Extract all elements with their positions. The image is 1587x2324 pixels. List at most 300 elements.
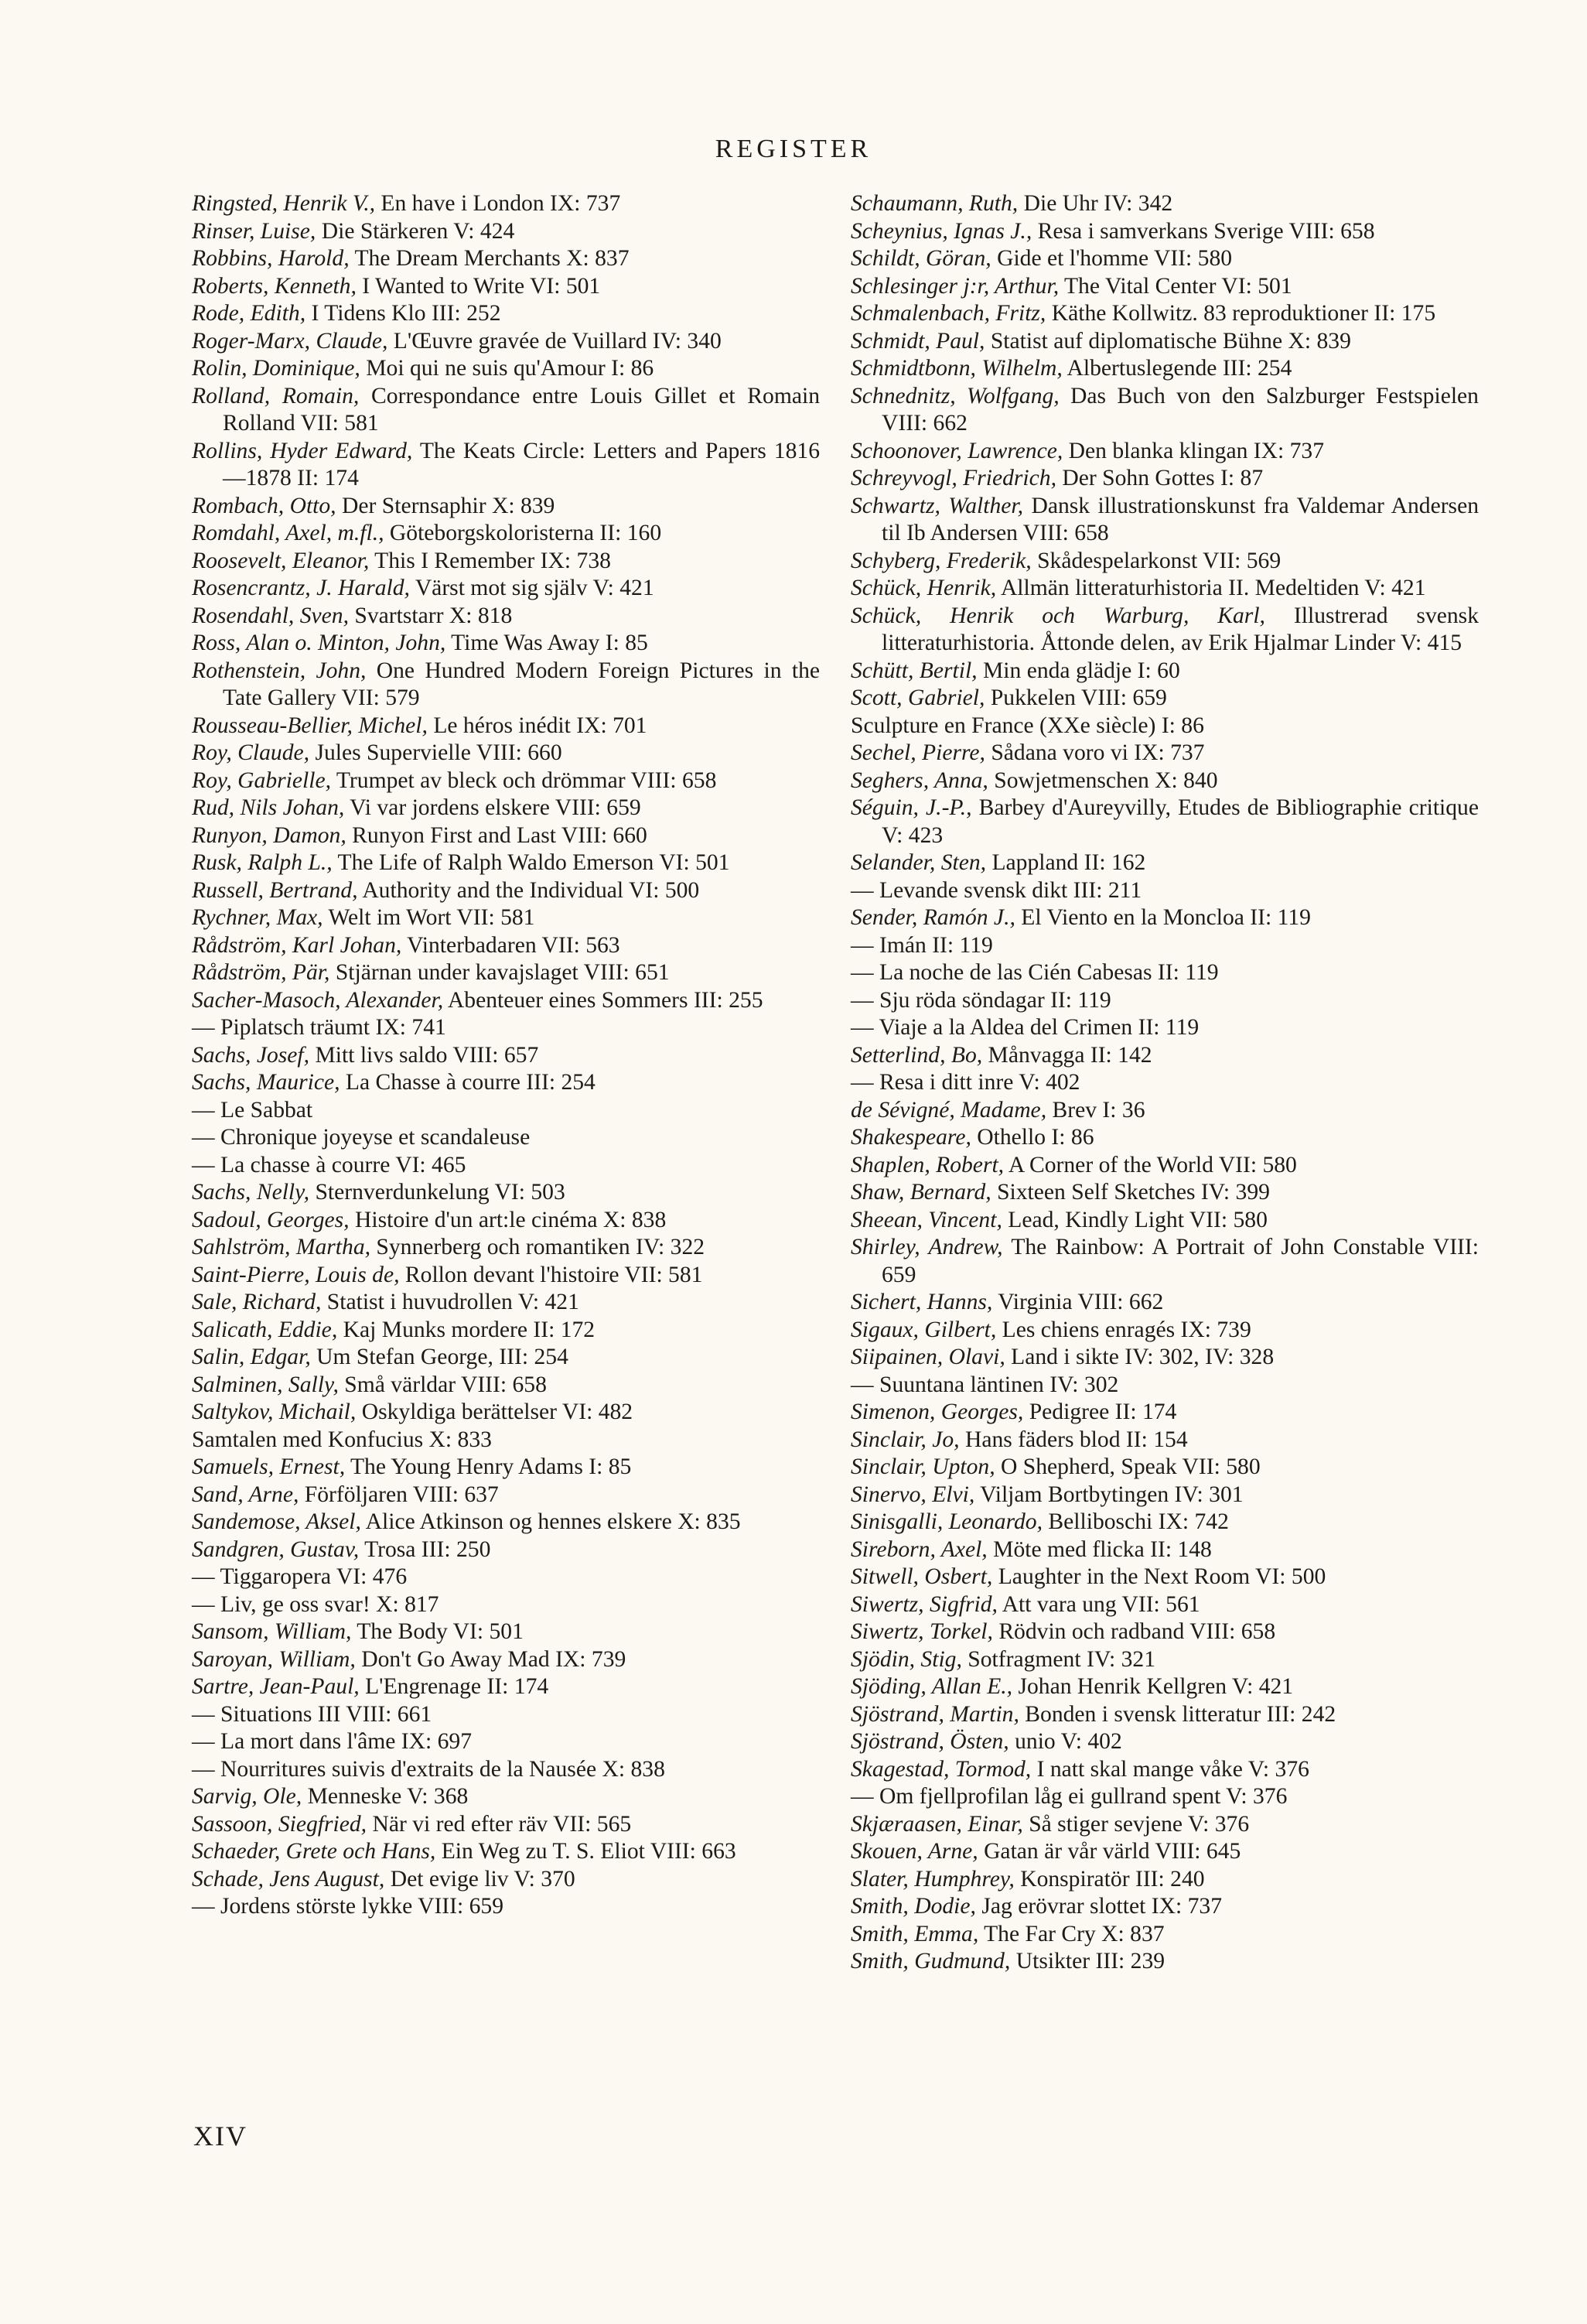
entry-author: Schmidtbonn, Wilhelm, — [851, 356, 1063, 381]
index-entry — [192, 713, 820, 740]
index-entry — [851, 1838, 1479, 1866]
index-entry — [851, 1866, 1479, 1894]
entry-title: — Situations III VIII: 661 — [192, 1701, 432, 1727]
entry-author: Schmalenbach, Fritz, — [851, 301, 1046, 326]
entry-title: Le héros inédit IX: 701 — [433, 713, 647, 738]
entry-title: — Sju röda söndagar II: 119 — [851, 987, 1111, 1013]
index-entry — [192, 1014, 820, 1042]
entry-author: Sartre, Jean-Paul, — [192, 1674, 360, 1699]
entry-author: Rosencrantz, J. Harald, — [192, 576, 410, 600]
entry-author: Schlesinger j:r, Arthur, — [851, 273, 1060, 299]
entry-title: Förföljaren VIII: 637 — [304, 1482, 499, 1507]
index-entry — [192, 1124, 820, 1152]
entry-author: Shaplen, Robert, — [851, 1152, 1005, 1177]
index-entry — [851, 1921, 1479, 1949]
entry-title: Authority and the Individual VI: 500 — [362, 877, 700, 903]
entry-title: Laughter in the Next Room VI: 500 — [998, 1564, 1326, 1589]
index-entry — [192, 1152, 820, 1180]
index-entry — [192, 1673, 820, 1701]
entry-author: Sansom, William, — [192, 1619, 352, 1644]
entry-author: Robbins, Harold, — [192, 246, 350, 271]
entry-title: — La noche de las Cién Cabesas II: 119 — [851, 960, 1219, 985]
entry-title: — Piplatsch träumt IX: 741 — [192, 1015, 446, 1040]
entry-author: Sinclair, Jo, — [851, 1427, 960, 1452]
index-entry — [851, 1783, 1479, 1811]
index-entry — [851, 1152, 1479, 1180]
entry-author: Schaeder, Grete och Hans, — [192, 1839, 436, 1864]
index-entry — [851, 1893, 1479, 1921]
index-entry — [851, 713, 1479, 740]
entry-title: The Rainbow: A Portrait of John Constable VIII: 659 — [882, 1235, 1479, 1287]
entry-author: Sadoul, Georges, — [192, 1207, 350, 1232]
entry-title: I Tidens Klo III: 252 — [311, 301, 501, 326]
entry-title: Hans fäders blod II: 154 — [964, 1427, 1188, 1452]
entry-author: Saltykov, Michail, — [192, 1400, 357, 1424]
entry-author: Rådström, Karl Johan, — [192, 932, 402, 958]
index-entry — [851, 767, 1479, 795]
index-entry — [192, 1536, 820, 1564]
entry-author: Rychner, Max, — [192, 905, 323, 930]
entry-title: Moi qui ne suis qu'Amour I: 86 — [366, 356, 654, 381]
index-entry — [192, 300, 820, 328]
index-entry — [192, 493, 820, 521]
entry-title: — Suuntana läntinen IV: 302 — [851, 1372, 1119, 1397]
entry-author: Smith, Dodie, — [851, 1894, 976, 1919]
entry-author: Smith, Gudmund, — [851, 1949, 1011, 1974]
entry-author: Rolin, Dominique, — [192, 356, 360, 381]
entry-title: Um Stefan George, III: 254 — [316, 1345, 568, 1369]
entry-title: Runyon First and Last VIII: 660 — [352, 822, 647, 848]
entry-title: O Shepherd, Speak VII: 580 — [1001, 1454, 1261, 1479]
entry-author: Schoonover, Lawrence, — [851, 438, 1063, 463]
entry-title: Time Was Away I: 85 — [451, 631, 648, 655]
entry-title: — Le Sabbat — [192, 1097, 313, 1123]
entry-author: Setterlind, Bo, — [851, 1042, 983, 1068]
index-entry — [192, 548, 820, 576]
index-entry — [851, 1673, 1479, 1701]
index-entry — [192, 795, 820, 822]
entry-title: Viljam Bortbytingen IV: 301 — [980, 1482, 1244, 1507]
entry-title: Lead, Kindly Light VII: 580 — [1008, 1207, 1268, 1232]
index-entry — [192, 383, 820, 438]
entry-title: Det evige liv V: 370 — [390, 1866, 575, 1892]
index-entry — [851, 465, 1479, 493]
index-entry — [851, 685, 1479, 713]
entry-title: — Resa i ditt inre V: 402 — [851, 1070, 1080, 1095]
index-entry — [192, 1344, 820, 1372]
index-entry — [192, 1399, 820, 1427]
entry-title: Les chiens enragés IX: 739 — [1002, 1317, 1251, 1342]
entry-title: I natt skal mange våke V: 376 — [1036, 1756, 1309, 1782]
entry-author: Roy, Claude, — [192, 740, 310, 765]
index-entry — [192, 877, 820, 905]
entry-title: Statist auf diplomatische Bühne X: 839 — [990, 328, 1351, 354]
index-entry — [851, 1948, 1479, 1976]
entry-title: Brev I: 36 — [1052, 1097, 1145, 1123]
index-entry — [192, 1207, 820, 1235]
entry-title: Oskyldiga berättelser VI: 482 — [361, 1400, 633, 1424]
entry-title: Trosa III: 250 — [364, 1536, 491, 1562]
index-entry — [192, 1783, 820, 1811]
entry-title: Mitt livs saldo VIII: 657 — [315, 1042, 539, 1068]
entry-title: Statist i huvudrollen V: 421 — [326, 1290, 579, 1314]
index-entry — [192, 1756, 820, 1784]
entry-author: Seghers, Anna, — [851, 767, 988, 793]
entry-author: Schück, Henrik, — [851, 576, 997, 600]
entry-title: — La mort dans l'âme IX: 697 — [192, 1729, 473, 1754]
entry-title: Min enda glädje I: 60 — [982, 658, 1180, 683]
index-entry — [851, 1728, 1479, 1756]
index-entry — [192, 1234, 820, 1262]
entry-title: En have i London IX: 737 — [381, 191, 621, 216]
entry-title: Sternverdunkelung VI: 503 — [315, 1180, 565, 1205]
index-entry — [192, 1701, 820, 1729]
index-entry — [851, 1618, 1479, 1646]
entry-title: Lappland II: 162 — [991, 850, 1146, 875]
entry-title: Stjärnan under kavajslaget VIII: 651 — [335, 960, 670, 985]
entry-author: Salin, Edgar, — [192, 1345, 311, 1369]
index-entry — [851, 438, 1479, 466]
entry-title: Sådana voro vi IX: 737 — [991, 740, 1205, 765]
entry-author: Sand, Arne, — [192, 1482, 299, 1507]
index-entry — [851, 1811, 1479, 1839]
index-entry — [851, 1564, 1479, 1591]
entry-author: Sinclair, Upton, — [851, 1454, 995, 1479]
entry-author: Simenon, Georges, — [851, 1400, 1024, 1424]
index-entry — [192, 575, 820, 603]
index-entry — [192, 1646, 820, 1674]
entry-title: Bonden i svensk litteratur III: 242 — [1025, 1701, 1336, 1727]
index-entry — [851, 932, 1479, 960]
entry-title: Käthe Kollwitz. 83 reproduktioner II: 175 — [1051, 301, 1436, 326]
entry-title: — Levande svensk dikt III: 211 — [851, 877, 1142, 903]
entry-author: Sacher-Masoch, Alexander, — [192, 987, 444, 1013]
page-header: REGISTER — [715, 135, 872, 163]
index-entry — [851, 740, 1479, 767]
index-entry — [851, 1701, 1479, 1729]
entry-author: Shaw, Bernard, — [851, 1180, 991, 1205]
entry-title: La Chasse à courre III: 254 — [345, 1070, 596, 1095]
index-entry — [851, 1234, 1479, 1289]
entry-title: The Vital Center VI: 501 — [1063, 273, 1292, 299]
entry-author: Schütt, Bertil, — [851, 658, 978, 683]
entry-author: Salicath, Eddie, — [192, 1317, 338, 1342]
index-entry — [192, 603, 820, 631]
entry-title: — Nourritures suivis d'extraits de la Nausée X: 838 — [192, 1756, 665, 1782]
entry-title: Menneske V: 368 — [307, 1784, 469, 1809]
index-entry — [192, 1042, 820, 1070]
index-entry — [851, 1289, 1479, 1317]
entry-title: Jag erövrar slottet IX: 737 — [981, 1894, 1222, 1919]
entry-title: Othello I: 86 — [977, 1125, 1094, 1150]
entry-title: Don't Go Away Mad IX: 739 — [361, 1646, 626, 1672]
index-entry — [192, 1262, 820, 1290]
index-entry — [851, 1399, 1479, 1427]
entry-title: One Hundred Modern Foreign Pictures in the Tate Gallery VII: 579 — [223, 658, 820, 710]
entry-title: — Om fjellprofilan låg ei gullrand spent V: 376 — [851, 1784, 1288, 1809]
entry-author: Schyberg, Frederik, — [851, 548, 1032, 573]
entry-author: Sinervo, Elvi, — [851, 1482, 975, 1507]
entry-title: Der Sohn Gottes I: 87 — [1062, 466, 1264, 490]
index-entry — [192, 822, 820, 850]
index-entry — [851, 548, 1479, 576]
entry-author: Sechel, Pierre, — [851, 740, 985, 765]
index-entry — [851, 959, 1479, 987]
entry-author: Saroyan, William, — [192, 1646, 356, 1672]
entry-author: Scheynius, Ignas J., — [851, 218, 1032, 244]
entry-title: unio V: 402 — [1015, 1729, 1122, 1754]
entry-author: Sjöding, Allan E., — [851, 1674, 1013, 1699]
index-entry — [851, 1591, 1479, 1619]
entry-author: Schildt, Göran, — [851, 246, 991, 271]
entry-author: Schwartz, Walther, — [851, 493, 1024, 518]
entry-author: Smith, Emma, — [851, 1921, 979, 1946]
entry-title: Gatan är vår värld VIII: 645 — [984, 1839, 1241, 1864]
entry-title: I Wanted to Write VI: 501 — [362, 273, 601, 299]
index-entry — [851, 190, 1479, 218]
entry-title: Vi var jordens elskere VIII: 659 — [350, 795, 641, 820]
index-entry — [851, 273, 1479, 301]
index-entry — [851, 1646, 1479, 1674]
entry-title: Alice Atkinson og hennes elskere X: 835 — [365, 1509, 741, 1534]
entry-title: Sowjetmenschen X: 840 — [994, 767, 1218, 793]
entry-title: Ein Weg zu T. S. Eliot VIII: 663 — [441, 1839, 736, 1864]
entry-author: Scott, Gabriel, — [851, 685, 985, 710]
entry-title: The Young Henry Adams I: 85 — [350, 1454, 632, 1479]
entry-author: Sassoon, Siegfried, — [192, 1811, 367, 1837]
entry-title: Den blanka klingan IX: 737 — [1068, 438, 1325, 463]
entry-title: Abenteuer eines Sommers III: 255 — [447, 987, 763, 1013]
entry-title: Konspiratör III: 240 — [1020, 1866, 1205, 1892]
index-entry — [851, 877, 1479, 905]
entry-title: Gide et l'homme VII: 580 — [997, 246, 1233, 271]
entry-author: Russell, Bertrand, — [192, 877, 358, 903]
entry-title: Sotfragment IV: 321 — [968, 1646, 1156, 1672]
index-entry — [192, 190, 820, 218]
entry-author: Schreyvogl, Friedrich, — [851, 466, 1056, 490]
entry-title: Welt im Wort VII: 581 — [328, 905, 535, 930]
entry-title: Die Stärkeren V: 424 — [321, 218, 515, 244]
entry-author: Sjöstrand, Martin, — [851, 1701, 1019, 1727]
entry-author: Skjæraasen, Einar, — [851, 1811, 1023, 1837]
entry-author: de Sévigné, Madame, — [851, 1097, 1047, 1123]
index-entry — [851, 300, 1479, 328]
entry-author: Schnednitz, Wolfgang, — [851, 383, 1060, 408]
index-entry — [851, 849, 1479, 877]
index-entry — [851, 1042, 1479, 1070]
entry-title: Pukkelen VIII: 659 — [990, 685, 1167, 710]
entry-title: Sculpture en France (XXe siècle) I: 86 — [851, 713, 1204, 738]
entry-author: Sandemose, Aksel, — [192, 1509, 361, 1534]
entry-author: Salminen, Sally, — [192, 1372, 339, 1397]
entry-author: Sigaux, Gilbert, — [851, 1317, 997, 1342]
entry-title: L'Engrenage II: 174 — [365, 1674, 549, 1699]
index-entry — [192, 1069, 820, 1097]
entry-author: Selander, Sten, — [851, 850, 987, 875]
index-entry — [192, 904, 820, 932]
entry-title: Histoire d'un art:le cinéma X: 838 — [354, 1207, 667, 1232]
entry-author: Siwertz, Torkel, — [851, 1619, 993, 1644]
entry-title: Allmän litteraturhistoria II. Medeltiden V: 421 — [1000, 576, 1426, 600]
entry-title: — Chronique joyeyse et scandaleuse — [192, 1125, 531, 1150]
index-entry — [851, 1536, 1479, 1564]
index-entry — [851, 1069, 1479, 1097]
index-entry — [851, 1454, 1479, 1482]
entry-author: Sandgren, Gustav, — [192, 1536, 360, 1562]
entry-title: The Body VI: 501 — [357, 1619, 524, 1644]
entry-author: Rusk, Ralph L., — [192, 850, 333, 875]
index-entry — [851, 603, 1479, 658]
index-entry — [192, 932, 820, 960]
entry-author: Rolland, Romain, — [192, 383, 360, 408]
entry-author: Rombach, Otto, — [192, 493, 336, 518]
entry-author: Samuels, Ernest, — [192, 1454, 346, 1479]
entry-author: Sheean, Vincent, — [851, 1207, 1002, 1232]
entry-title: Trumpet av bleck och drömmar VIII: 658 — [336, 767, 717, 793]
entry-author: Sitwell, Osbert, — [851, 1564, 993, 1589]
entry-author: Sender, Ramón J., — [851, 905, 1015, 930]
entry-title: Värst mot sig själv V: 421 — [415, 576, 654, 600]
entry-title: Correspondance entre Louis Gillet et Romain Rolland VII: 581 — [223, 383, 821, 436]
index-entry — [851, 328, 1479, 356]
index-entry — [192, 520, 820, 548]
index-entry — [851, 1344, 1479, 1372]
index-entry — [851, 1756, 1479, 1784]
index-entry — [192, 987, 820, 1015]
index-entry — [851, 1124, 1479, 1152]
index-entry — [192, 1097, 820, 1125]
entry-author: Skagestad, Tormod, — [851, 1756, 1032, 1782]
index-entry — [192, 1289, 820, 1317]
entry-author: Romdahl, Axel, m.fl., — [192, 521, 384, 545]
index-entry — [192, 630, 820, 658]
entry-author: Ringsted, Henrik V., — [192, 191, 375, 216]
entry-author: Rosendahl, Sven, — [192, 603, 349, 628]
entry-author: Sjöstrand, Östen, — [851, 1729, 1009, 1754]
entry-title: — Imán II: 119 — [851, 932, 993, 958]
entry-title: Samtalen med Konfucius X: 833 — [192, 1427, 492, 1452]
entry-author: Rinser, Luise, — [192, 218, 316, 244]
index-entry — [192, 218, 820, 246]
index-entry — [192, 1618, 820, 1646]
entry-author: Shirley, Andrew, — [851, 1235, 1003, 1259]
entry-title: Der Sternsaphir X: 839 — [342, 493, 555, 518]
index-entry — [192, 1509, 820, 1536]
index-entry — [851, 493, 1479, 548]
entry-title: När vi red efter räv VII: 565 — [372, 1811, 632, 1837]
entry-author: Slater, Humphrey, — [851, 1866, 1015, 1892]
entry-title: Die Uhr IV: 342 — [1023, 191, 1173, 216]
entry-author: Sale, Richard, — [192, 1290, 322, 1314]
entry-title: Dansk illustrationskunst fra Valdemar Andersen til Ib Andersen VIII: 658 — [882, 493, 1479, 545]
entry-title: Synnerberg och romantiken IV: 322 — [376, 1235, 705, 1259]
index-entry — [192, 767, 820, 795]
entry-title: Sixteen Self Sketches IV: 399 — [997, 1180, 1270, 1205]
entry-author: Rollins, Hyder Edward, — [192, 438, 413, 463]
index-entry — [851, 795, 1479, 849]
entry-author: Skouen, Arne, — [851, 1839, 978, 1864]
entry-author: Sachs, Nelly, — [192, 1180, 310, 1205]
entry-author: Siipainen, Olavi, — [851, 1345, 1005, 1369]
entry-author: Shakespeare, — [851, 1125, 971, 1150]
index-entry — [192, 849, 820, 877]
index-entry — [851, 218, 1479, 246]
entry-author: Sinisgalli, Leonardo, — [851, 1509, 1043, 1534]
entry-title: Svartstarr X: 818 — [354, 603, 513, 628]
index-entry — [851, 658, 1479, 685]
entry-author: Séguin, J.-P., — [851, 795, 972, 820]
index-entry — [192, 1811, 820, 1839]
index-entry — [851, 1179, 1479, 1207]
entry-title: Virginia VIII: 662 — [998, 1290, 1164, 1314]
entry-author: Sjödin, Stig, — [851, 1646, 962, 1672]
entry-title: Vinterbadaren VII: 563 — [407, 932, 620, 958]
entry-title: Albertuslegende III: 254 — [1067, 356, 1292, 381]
entry-author: Schade, Jens August, — [192, 1866, 385, 1892]
entry-title: — Viaje a la Aldea del Crimen II: 119 — [851, 1015, 1200, 1040]
index-entry — [851, 383, 1479, 438]
entry-title: Små världar VIII: 658 — [344, 1372, 547, 1397]
index-entry — [851, 1014, 1479, 1042]
entry-title: — Tiggaropera VI: 476 — [192, 1564, 408, 1589]
entry-title: Möte med flicka II: 148 — [993, 1536, 1212, 1562]
entry-author: Siwertz, Sigfrid, — [851, 1591, 998, 1617]
entry-title: Land i sikte IV: 302, IV: 328 — [1011, 1345, 1275, 1369]
entry-title: Johan Henrik Kellgren V: 421 — [1018, 1674, 1294, 1699]
entry-title: A Corner of the World VII: 580 — [1008, 1152, 1297, 1177]
entry-title: Att vara ung VII: 561 — [1002, 1591, 1200, 1617]
entry-title: Belliboschi IX: 742 — [1048, 1509, 1229, 1534]
index-entry — [192, 1866, 820, 1894]
index-entry — [192, 245, 820, 273]
index-entry — [192, 1564, 820, 1591]
entry-title: Resa i samverkans Sverige VIII: 658 — [1037, 218, 1375, 244]
index-entry — [851, 1372, 1479, 1400]
entry-title: Pedigree II: 174 — [1029, 1400, 1177, 1424]
entry-title: Så stiger sevjene V: 376 — [1029, 1811, 1250, 1837]
index-entry — [192, 1372, 820, 1400]
entry-author: Sachs, Maurice, — [192, 1070, 340, 1095]
index-entry — [192, 1179, 820, 1207]
entry-title: The Dream Merchants X: 837 — [354, 246, 630, 271]
entry-author: Runyon, Damon, — [192, 822, 346, 848]
entry-author: Rud, Nils Johan, — [192, 795, 345, 820]
index-entry — [192, 959, 820, 987]
entry-title: L'Œuvre gravée de Vuillard IV: 340 — [393, 328, 722, 354]
entry-title: The Far Cry X: 837 — [984, 1921, 1165, 1946]
entry-title: This I Remember IX: 738 — [374, 548, 611, 573]
entry-title: Skådespelarkonst VII: 569 — [1037, 548, 1282, 573]
entry-title: Rollon devant l'histoire VII: 581 — [404, 1262, 703, 1287]
index-entry — [851, 1482, 1479, 1509]
entry-author: Saint-Pierre, Louis de, — [192, 1262, 400, 1287]
index-entry — [192, 1838, 820, 1866]
entry-title: — Liv, ge oss svar! X: 817 — [192, 1591, 439, 1617]
index-entry — [192, 1893, 820, 1921]
entry-author: Ross, Alan o. Minton, John, — [192, 631, 446, 655]
index-entry — [851, 1509, 1479, 1536]
index-entry — [192, 1427, 820, 1454]
index-entry — [851, 904, 1479, 932]
entry-title: Illustrerad svensk litteraturhistoria. Åttonde delen, av Erik Hjalmar Linder V: 415 — [882, 603, 1479, 655]
entry-title: Jules Supervielle VIII: 660 — [315, 740, 562, 765]
index-entry — [851, 575, 1479, 603]
index-entry — [192, 1728, 820, 1756]
entry-title: Kaj Munks mordere II: 172 — [343, 1317, 596, 1342]
entry-author: Schaumann, Ruth, — [851, 191, 1019, 216]
index-entry — [192, 1317, 820, 1345]
entry-title: Barbey d'Aureyvilly, Etudes de Bibliographie critique V: 423 — [882, 795, 1479, 848]
